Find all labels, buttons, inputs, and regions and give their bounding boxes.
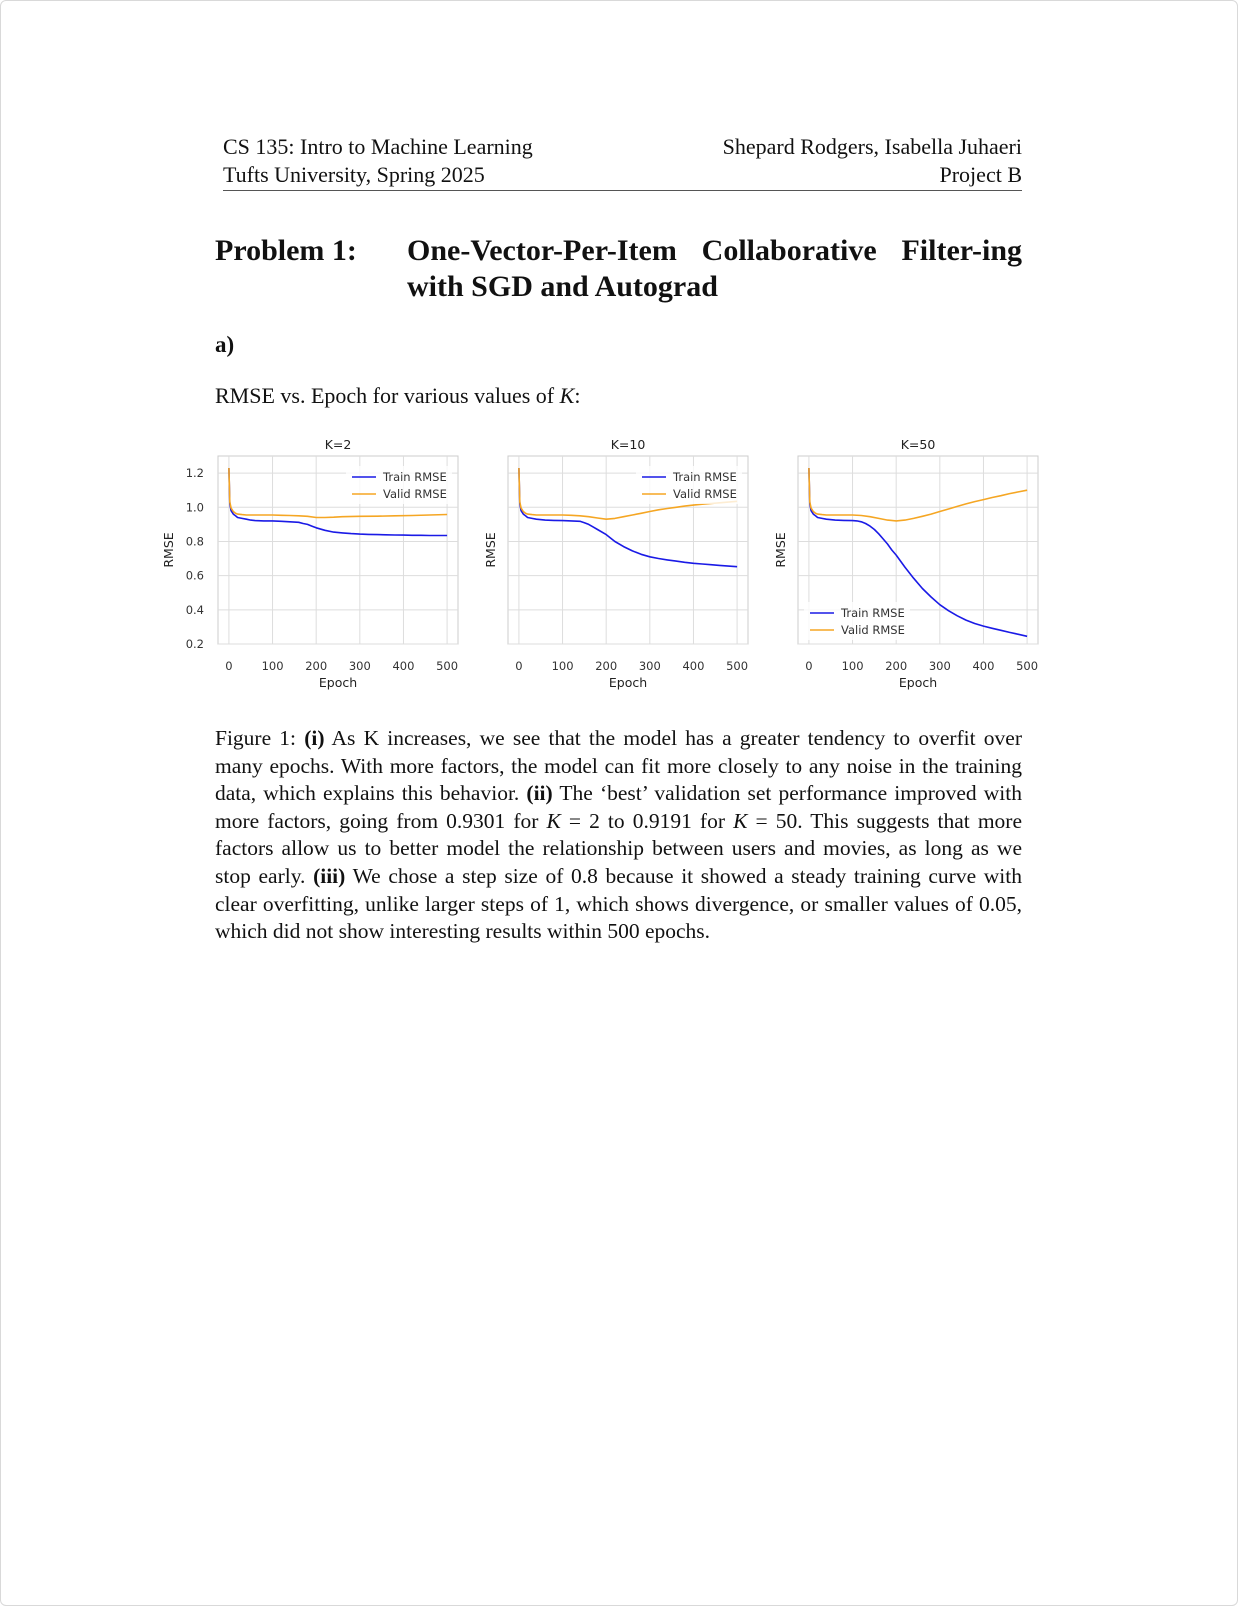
chart-1-x-tick-label: 100	[261, 659, 284, 673]
chart-2-x-tick-label: 200	[595, 659, 618, 673]
chart-1-legend-label: Train RMSE	[383, 470, 447, 484]
chart-1-y-tick-label: 1.0	[185, 500, 204, 515]
caption-ii-label: (ii)	[526, 781, 553, 806]
chart-3-x-tick-label: 400	[972, 659, 995, 673]
chart-2-x-tick-label: 100	[551, 659, 574, 673]
caption-ii-text-3: = 50. This suggests that more factors allow us to better model the relationship between users and movies, as long as we stop early.	[215, 808, 1022, 888]
chart-1-x-tick-label: 400	[392, 659, 415, 673]
caption-iii-text: We chose a step size of 0.8 because it showed a steady training curve with clear overfitting, unlike larger steps of 1, which shows divergence, or smaller values of 0.05, which did not show interesting results within 500 epochs.	[215, 863, 1022, 944]
chart-2-x-tick-label: 0	[515, 659, 523, 673]
problem-title	[215, 233, 1022, 305]
chart-3-x-tick-label: 200	[885, 659, 908, 673]
chart-2-legend-label: Valid RMSE	[673, 487, 737, 501]
chart-1-x-tick-label: 200	[305, 659, 328, 673]
chart-1-x-tick-label: 0	[225, 659, 233, 673]
intro-before: RMSE vs. Epoch for various values of	[215, 383, 560, 408]
chart-2-x-tick-label: 400	[682, 659, 705, 673]
caption-i-text: As K increases, we see that the model has a greater tendency to overfit over many epochs. With more factors, the model can fit more closely to any noise in the training data, which explains this behavior.	[215, 726, 1023, 806]
chart-1-x-axis-label: Epoch	[318, 675, 358, 690]
chart-1-title: K=2	[324, 437, 352, 452]
figure-label: Figure 1:	[215, 726, 305, 750]
caption-iii-label: (iii)	[313, 863, 346, 888]
caption-i-label: (i)	[304, 726, 325, 750]
page-header	[223, 133, 1022, 191]
chart-3-legend-label: Valid RMSE	[841, 623, 905, 637]
chart-1-x-tick-label: 300	[348, 659, 371, 673]
chart-3-x-tick-label: 300	[928, 659, 951, 673]
problem-number: Problem 1:	[215, 234, 357, 267]
chart-3-legend-label: Train RMSE	[841, 606, 905, 620]
chart-1-y-tick-label: 1.2	[185, 466, 204, 481]
caption-ii-text-2: = 2 to 0.9191 for	[560, 808, 734, 833]
subpart-label: a)	[215, 332, 235, 357]
chart-1-y-tick-label: 0.4	[185, 602, 204, 617]
chart-3-title: K=50	[900, 437, 936, 452]
rmse-charts-svg	[161, 432, 1055, 692]
chart-2-y-axis-label: RMSE	[483, 532, 498, 568]
chart-1-y-axis-label: RMSE	[161, 532, 176, 568]
chart-3-x-tick-label: 500	[1016, 659, 1039, 673]
chart-2-x-tick-label: 300	[638, 659, 661, 673]
figure-caption	[215, 725, 1022, 946]
chart-3-x-axis-label: Epoch	[898, 675, 938, 690]
authors: Shepard Rodgers, Isabella Juhaeri	[722, 134, 1022, 159]
school-term: Tufts University, Spring 2025	[223, 162, 485, 187]
chart-2-title: K=10	[610, 437, 646, 452]
caption-ii-var-2: K	[733, 808, 748, 833]
chart-3-y-axis-label: RMSE	[773, 532, 788, 568]
problem-title-text: One-Vector-Per-Item Collaborative Filter-ing with SGD and Autograd	[407, 234, 1022, 303]
intro-variable: K	[559, 383, 575, 408]
caption-ii-var-1: K	[546, 808, 561, 833]
chart-1-y-tick-label: 0.6	[185, 568, 204, 583]
project-label: Project B	[939, 162, 1022, 187]
rmse-charts	[161, 432, 1055, 692]
chart-2-legend-label: Train RMSE	[673, 470, 737, 484]
intro-text	[215, 383, 580, 409]
caption-ii-text-1: The ‘best’ validation set performance improved with more factors, going from 0.9301 for	[215, 781, 1022, 833]
chart-3-x-tick-label: 100	[841, 659, 864, 673]
chart-1-legend-label: Valid RMSE	[383, 487, 447, 501]
chart-1-y-tick-label: 0.8	[185, 534, 204, 549]
chart-2-x-tick-label: 500	[726, 659, 749, 673]
chart-1-x-tick-label: 500	[436, 659, 459, 673]
course-name: CS 135: Intro to Machine Learning	[223, 134, 533, 159]
chart-2-x-axis-label: Epoch	[608, 675, 648, 690]
intro-after: :	[574, 383, 581, 408]
chart-3-x-tick-label: 0	[805, 659, 813, 673]
chart-1-y-tick-label: 0.2	[185, 637, 204, 651]
